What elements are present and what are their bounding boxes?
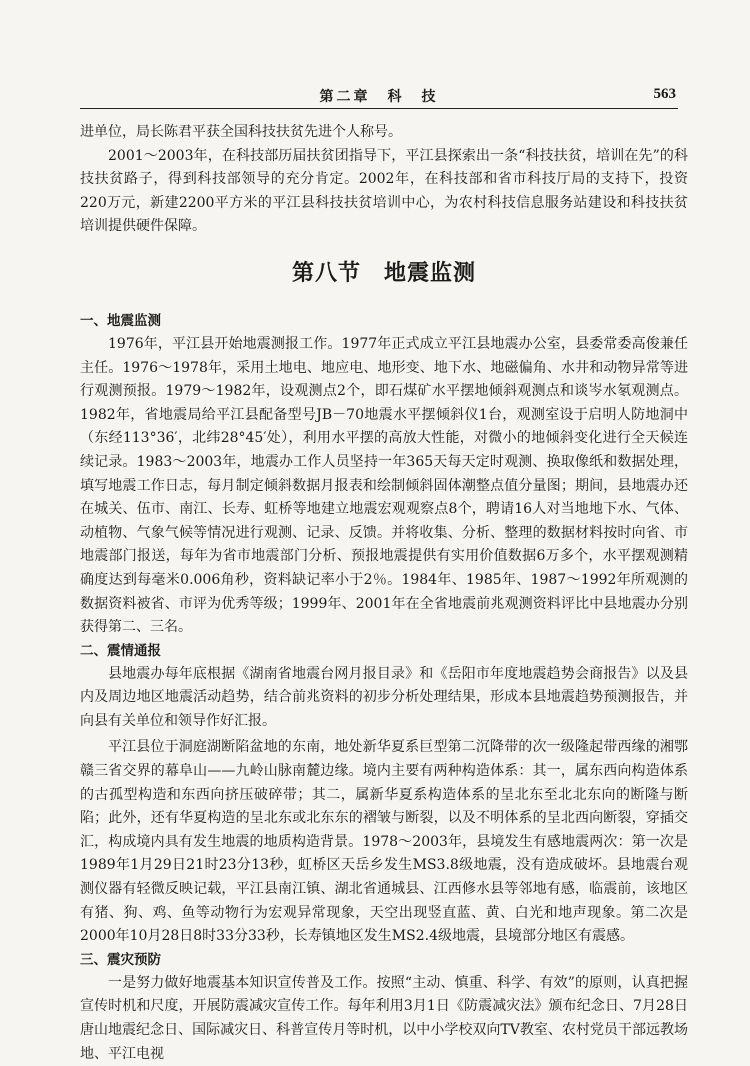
subsection-heading: 三、震灾预防 (80, 951, 161, 968)
body-paragraph: 一是努力做好地震基本知识宣传普及工作。按照“主动、慎重、科学、有效”的原则，认真把握宣传时机和尺度，开展防震减灾宣传工作。每年利用3月1日《防震减灾法》颁布纪念日、7月28日唐山地震纪念日、国际减灾日、科普宣传月等时机，以中小学校双向TV教室、农村党员干部远教场地、平江电视 (80, 974, 688, 1062)
page-body (80, 121, 688, 1066)
body-paragraph: 平江县位于洞庭湖断陷盆地的东南，地处新华夏系巨型第二沉降带的次一级隆起带西缘的湘鄂赣三省交界的幕阜山——九岭山脉南麓边缘。境内主要有两种构造体系：其一，属东西向构造体系的古孤型构造和东西向挤压破碎带；其二，属新华夏系构造体系的呈北东至北北东向的断隆与断陷；此外，还有华夏构造的呈北东或北东东的褶皱与断裂，以及不明体系的呈北西向断裂，穿插交汇，构成境内具有发生地震的地质构造背景。1978～2003年，县境发生有感地震两次：第一次是1989年1月29日21时23分13秒，虹桥区天岳乡发生MS3.8级地震，没有造成破坏。县地震台观测仪器有轻微反映记载，平江县南江镇、湖北省通城县、江西修水县等邻地有感，临震前，该地区有猪、狗、鸡、鱼等动物行为宏观异常现象，天空出现竖直蓝、黄、白光和地声现象。第二次是2000年10月28日8时33分33秒，长寿镇地区发生MS2.4级地震，县境部分地区有震感。 (80, 739, 688, 945)
subsection-heading: 一、地震监测 (80, 312, 161, 329)
page-number: 563 (653, 86, 676, 102)
section-title: 第八节 地震监测 (291, 260, 476, 286)
body-paragraph: 1976年，平江县开始地震测报工作。1977年正式成立平江县地震办公室，县委常委高俊兼任主任。1976～1978年，采用土地电、地应电、地形变、地下水、地磁偏角、水井和动物异常等进行观测预报。1979～1982年，设观测点2个，即石煤矿水平摆地倾斜观测点和谈岑水氡观测点。1982年，省地震局给平江县配备型号JB－70地震水平摆倾斜仪1台，观测室设于启明人防地洞中（东经113°36′，北纬28°45′处），利用水平摆的高放大性能，对微小的地倾斜变化进行全天候连续记录。1983～2003年，地震办工作人员坚持一年365天每天定时观测、换取像纸和数据处理，填写地震工作日志，每月制定倾斜数据月报表和绘制倾斜固体潮整点值分量图；期间，县地震办还在城关、伍市、南江、长寿、虹桥等地建立地震宏观观察点8个，聘请16人对当地地下水、气体、动植物、气象气候等情况进行观测、记录、反馈。并将收集、分析、整理的数据材料按时向省、市地震部门报送，每年为省市地震部门分析、预报地震提供有实用价值数据6万多个，水平摆观测精确度达到每毫米0.006角秒，资料缺记率小于2％。1984年、1985年、1987～1992年所观测的数据资料被省、市评为优秀等级；1999年、2001年在全省地震前兆观测资料评比中县地震办分别获得第二、三名。 (80, 335, 688, 636)
running-header (80, 86, 678, 109)
intro-paragraph: 进单位，局长陈君平获全国科技扶贫先进个人称号。 (80, 124, 402, 140)
chapter-title: 第二章 科 技 (319, 89, 439, 105)
body-paragraph: 县地震办每年底根据《湖南省地震台网月报目录》和《岳阳市年度地震趋势会商报告》以及县内及周边地区地震活动趋势，结合前兆资料的初步分析处理结果，形成本县地震趋势预测报告，并向县有关单位和领导作好汇报。 (80, 665, 688, 729)
subsection-heading: 二、震情通报 (80, 642, 161, 659)
intro-paragraph: 2001～2003年，在科技部历届扶贫团指导下，平江县探索出一条“科技扶贫，培训在先”的科技扶贫路子，得到科技部领导的充分肯定。2002年，在科技部和省市科技厅局的支持下，投资220万元，新建2200平方米的平江县科技扶贫培训中心，为农村科技信息服务站建设和科技扶贫培训提供硬件保障。 (80, 147, 688, 235)
